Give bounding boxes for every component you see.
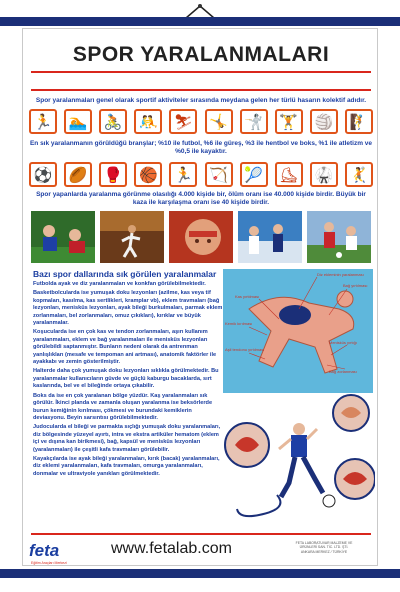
cyclist-icon: 🚴: [99, 109, 127, 134]
sport-icons-row-1: [29, 109, 373, 134]
label-ligament-strain: Bağ zorlanması: [329, 369, 357, 374]
football-tackle-photo: [31, 211, 95, 263]
paragraph-judo: Judocularda el bileği ve parmakta sıçlığı yumuşak doku yaralanmaları, diz bölgesinde yüzeyel ayırtı, intra ve ekstra artiküler hematom (eklem içi ve dışına kan birikmesi), bağ, kapsül ve menisküs lezyonları (yaralanmaları) ile çeşitli kafa travmaları görülebilir.: [33, 424, 221, 453]
rugby-icon: 🏉: [64, 162, 92, 187]
basketball-icon: 🏀: [134, 162, 162, 187]
company-line-1: FETA LABORATUVAR MALZEME VE: [295, 541, 353, 545]
label-bone-fracture: Kemik kırılması: [225, 321, 253, 326]
logo-subtitle: Eğitim Araçları Merkezi: [31, 561, 67, 565]
bottom-hanging-rod: [0, 569, 400, 578]
judo-icon: 🥋: [310, 162, 338, 187]
handball-icon: 🤾: [345, 162, 373, 187]
company-line-2: ÜRÜNLERİ SAN. TİC. LTD. ŞTİ.: [299, 545, 349, 550]
sport-icons-row-2: [29, 162, 373, 187]
label-knee-joint: Diz ekleminin yaralanması: [317, 272, 364, 277]
injured-athlete-photo: [169, 211, 233, 263]
football-icon: ⚽: [29, 162, 57, 187]
poster-title: SPOR YARALANMALARI: [72, 43, 330, 66]
wrestler-icon: 🤼: [134, 109, 162, 134]
fencer-icon: 🤺: [240, 109, 268, 134]
climber-icon: 🧗: [345, 109, 373, 134]
footer-divider: [31, 533, 371, 535]
intro-paragraph-2: En sık yaralanmanın görüldüğü branşlar; %10 ile futbol, %6 ile güreş, %3 ile hentbol ve boks, %1 ile atletizm ve %0,5 ile kayaktır.: [29, 140, 373, 155]
company-info: [275, 541, 373, 554]
hurdler-icon: 🏃: [169, 162, 197, 187]
anatomy-illustration: [219, 269, 375, 539]
runner-stadium-photo: [100, 211, 164, 263]
label-muscle-tear: Kas yırtılması: [235, 294, 260, 299]
paragraph-weightlifting: Halterde daha çok yumuşak doku lezyonları sıklıkla görülmektedir. Bu yaralanmalar kullanıcıların güvde ve güçlü kaburgu bacaklarda, sırt kaslarında, bel ve el bileğinde ortaya çıkabilir.: [33, 368, 219, 390]
divider-line: [31, 89, 371, 91]
runner-icon: 🏃: [29, 109, 57, 134]
skier-icon: ⛷: [169, 109, 197, 134]
intro-paragraph-1: Spor yaralanmaları genel olarak sportif aktiviteler sırasında meydana gelen her türlü hasarın kolektif adıdır.: [35, 97, 367, 104]
paragraph-boxing: Boks da ise en çok yaralanan bölge yüzdür. Kaş yaralanmaları sık görülür. İkinci planda ve zamanla oluşan yaralanma ise beksörlerde burun kemiğinin kırılması, çökmesi ve burundaki kemiklerin deviasyonu. Beyin sarsıntısı görülebilmektedir.: [33, 392, 213, 421]
title-underline: [31, 71, 371, 73]
swimmer-icon: 🏊: [64, 109, 92, 134]
label-achilles-tear: Aşil tendonu yırtılması: [225, 347, 265, 352]
top-hanging-rod: [0, 17, 400, 26]
paragraph-football: Futbolda ayak ve diz yaralanmaları ve konkfan görülebilmektedir.: [33, 281, 206, 287]
tennis-icon: 🎾: [240, 162, 268, 187]
paragraph-skiing: Kayakçılarda ise ayak bileği yaralanmaları, kırık (bacak) yaralanmaları, diz eklemi yaralanmaları, kafa travmaları, omurga yaralanmaları, donmalar ve ultraviyole yanıkları görülmektedir.: [33, 455, 220, 477]
thrower-icon: 🏋: [275, 109, 303, 134]
injury-text-column: [33, 281, 223, 480]
poster-sheet: [22, 28, 378, 566]
label-ligament-tear: Bağ yırtılması: [343, 283, 368, 288]
archer-icon: 🏹: [205, 162, 233, 187]
volleyball-icon: 🏐: [310, 109, 338, 134]
intro-paragraph-3: Spor yapanlarda yaralanma görünme olasılığı 4.000 kişide bir, ölüm oranı ise 40.000 kişide birdir. Büyük bir kaza ile karşılaşma oranı ise 40 kişide birdir.: [36, 191, 366, 206]
paragraph-basketball: Basketbolcularda ise yumuşak doku lezyonları (azilme, kas veya tif kopmaları, kasılma, kas sertlikleri, kramplar vb), eklem travmaları (bağ lezyonları, menisküs lezyonları, ayak bileği burkulmaları, parmak eklem zorlanmaları, bel zorlanmaları, omuz çıkıkları), kırıklar ve büyük yaralanmalar.: [33, 290, 223, 327]
football-match-photo: [307, 211, 371, 263]
gymnast-icon: 🤸: [205, 109, 233, 134]
skater-icon: ⛸: [275, 162, 303, 187]
website-url: www.fetalab.com: [111, 540, 232, 557]
photo-strip: [31, 211, 371, 263]
boxer-icon: 🥊: [99, 162, 127, 187]
athletes-photo: [238, 211, 302, 263]
feta-logo: feta: [29, 541, 60, 560]
paragraph-running: Koşucularda ise en çok kas ve tendon zorlanmaları, aşırı kullanım yaralanmaları, eklem ve bağ yaralanmaları ile menisküs lezyonları görülebildi saptanmıştır. Bunların nedeni olarak da antrenman yanlışlıkları (mesafe ve tempoman ani artması), anatomik faktörler ile ayakkabı ve zemin gösterilmiştir.: [33, 329, 217, 366]
company-line-3: ANKARA MERKEZ / TÜRKİYE: [300, 549, 348, 554]
section-heading: Bazı spor dallarında sık görülen yaralanmalar: [33, 269, 217, 279]
label-meniscus-tear: Menisküs yırtığı: [329, 340, 358, 345]
